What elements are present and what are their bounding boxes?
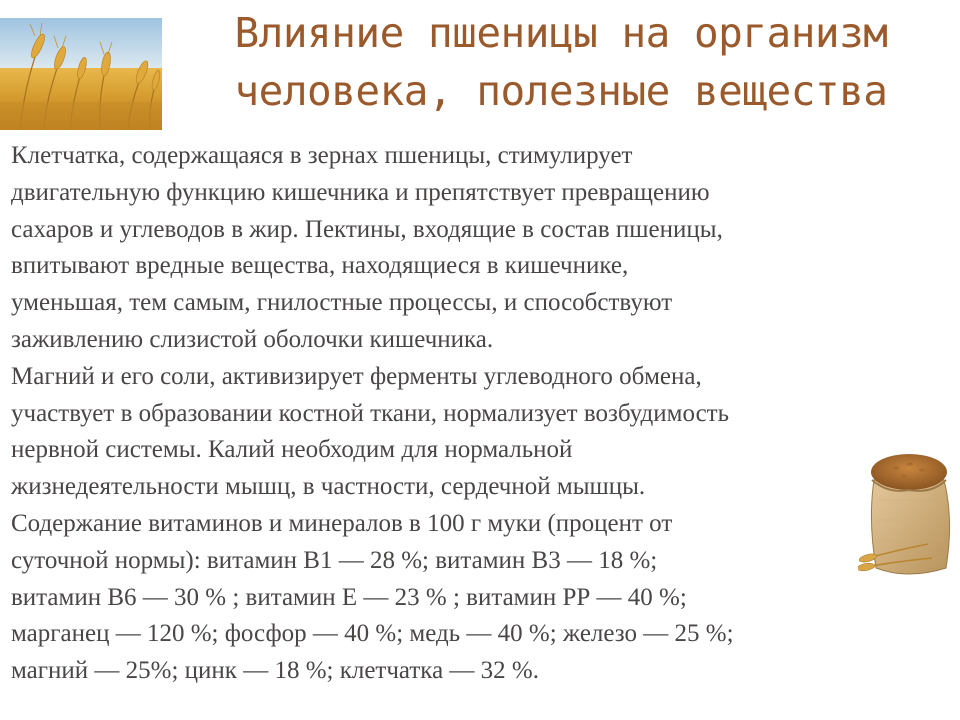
text-line: Магний и его соли, активизирует ферменты углеводного обмена, [11,362,702,390]
paragraph-vitamins-minerals [11,506,955,690]
paragraph-magnesium-potassium [11,359,955,506]
wheat-field-image [0,18,162,130]
text-line: впитывают вредные вещества, находящиеся в кишечнике, [11,252,629,280]
text-line: двигательную функцию кишечника и препятствует превращению [11,178,710,206]
text-line: витамин В6 — 30 % ; витамин Е — 23 % ; витамин РР — 40 %; [11,583,687,611]
text-line: сахаров и углеводов в жир. Пектины, входящие в состав пшеницы, [11,215,723,243]
text-line: заживлению слизистой оболочки кишечника. [11,325,494,353]
text-line: нервной системы. Калий необходим для нормальной [11,436,573,464]
grain-sack-image [858,440,960,582]
text-line: Содержание витаминов и минералов в 100 г муки (процент от [11,509,673,537]
body-text [11,138,955,690]
slide-title: Влияние пшеницы на организм человека, полезные вещества [234,9,888,115]
text-line: марганец — 120 %; фосфор — 40 %; медь — 40 %; железо — 25 %; [11,620,734,648]
text-line: суточной нормы): витамин В1 — 28 %; витамин В3 — 18 %; [11,546,658,574]
text-line: магний — 25%; цинк — 18 %; клетчатка — 32 %. [11,657,539,685]
paragraph-fiber-pectin [11,138,955,359]
text-line: Клетчатка, содержащаяся в зернах пшеницы, стимулирует [11,142,633,169]
text-line: жизнедеятельности мышц, в частности, сердечной мышцы. [11,473,646,501]
text-line: участвует в образовании костной ткани, нормализует возбудимость [11,399,729,427]
text-line: уменьшая, тем самым, гнилостные процессы, и способствуют [11,289,673,317]
